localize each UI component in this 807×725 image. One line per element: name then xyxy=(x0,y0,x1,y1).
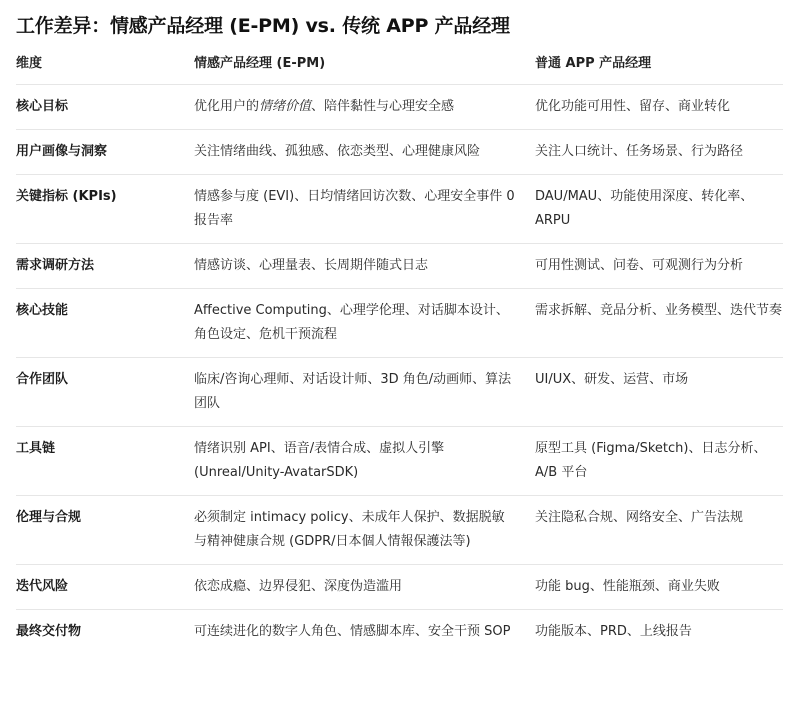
table-row xyxy=(16,609,783,654)
table-row xyxy=(16,564,783,609)
table-header-row xyxy=(16,40,783,84)
row-app-cell: 功能版本、PRD、上线报告 xyxy=(535,623,692,639)
epm-emphasis: 情绪价值 xyxy=(259,98,312,114)
row-app-cell: 可用性测试、问卷、可观测行为分析 xyxy=(535,243,783,288)
row-dimension: 最终交付物 xyxy=(16,623,82,639)
row-epm-cell: 情感参与度 (EVI)、日均情绪回访次数、心理安全事件 0 报告率 xyxy=(194,174,535,243)
row-dimension: 迭代风险 xyxy=(16,564,194,609)
row-epm-cell: 依恋成瘾、边界侵犯、深度伪造滥用 xyxy=(194,564,535,609)
header-app-pm: 普通 APP 产品经理 xyxy=(535,40,783,84)
header-epm: 情感产品经理 (E-PM) xyxy=(194,40,535,84)
header-dimension: 维度 xyxy=(16,40,194,84)
table-row xyxy=(16,129,783,174)
row-epm-cell: 必须制定 intimacy policy、未成年人保护、数据脱敏与精神健康合规 (GDPR/日本個人情報保護法等) xyxy=(194,495,535,564)
table-row xyxy=(16,84,783,129)
epm-text: 优化用户的 xyxy=(194,98,260,114)
row-app-cell: 关注隐私合规、网络安全、广告法规 xyxy=(535,495,783,564)
row-dimension: 工具链 xyxy=(16,426,194,495)
page-title: 工作差异：情感产品经理 (E-PM) vs. 传统 APP 产品经理 xyxy=(16,15,510,37)
row-dimension: 用户画像与洞察 xyxy=(16,129,194,174)
table-row xyxy=(16,174,783,243)
row-dimension: 核心技能 xyxy=(16,288,194,357)
table-row xyxy=(16,426,783,495)
row-dimension: 合作团队 xyxy=(16,357,194,426)
table-row xyxy=(16,243,783,288)
epm-text: 、陪伴黏性与心理安全感 xyxy=(311,98,455,114)
row-epm-cell: Affective Computing、心理学伦理、对话脚本设计、角色设定、危机干预流程 xyxy=(194,288,535,357)
row-app-cell: UI/UX、研发、运营、市场 xyxy=(535,357,783,426)
row-app-cell: 优化功能可用性、留存、商业转化 xyxy=(535,84,783,129)
row-epm-cell xyxy=(194,84,535,129)
row-app-cell: DAU/MAU、功能使用深度、转化率、ARPU xyxy=(535,174,783,243)
row-epm-cell: 可连续进化的数字人角色、情感脚本库、安全干预 SOP xyxy=(194,623,511,639)
row-dimension: 伦理与合规 xyxy=(16,495,194,564)
row-epm-cell: 临床/咨询心理师、对话设计师、3D 角色/动画师、算法团队 xyxy=(194,357,535,426)
row-dimension: 核心目标 xyxy=(16,84,194,129)
comparison-table xyxy=(16,40,783,654)
row-epm-cell: 情绪识别 API、语音/表情合成、虚拟人引擎 (Unreal/Unity-AvatarSDK) xyxy=(194,426,535,495)
row-app-cell: 需求拆解、竞品分析、业务模型、迭代节奏 xyxy=(535,288,783,357)
row-app-cell: 关注人口统计、任务场景、行为路径 xyxy=(535,129,783,174)
table-row xyxy=(16,495,783,564)
row-dimension: 需求调研方法 xyxy=(16,243,194,288)
row-app-cell: 功能 bug、性能瓶颈、商业失败 xyxy=(535,564,783,609)
row-dimension: 关键指标 (KPIs) xyxy=(16,174,194,243)
row-app-cell: 原型工具 (Figma/Sketch)、日志分析、A/B 平台 xyxy=(535,426,783,495)
row-epm-cell: 关注情绪曲线、孤独感、依恋类型、心理健康风险 xyxy=(194,129,535,174)
row-epm-cell: 情感访谈、心理量表、长周期伴随式日志 xyxy=(194,243,535,288)
table-row xyxy=(16,288,783,357)
table-row xyxy=(16,357,783,426)
